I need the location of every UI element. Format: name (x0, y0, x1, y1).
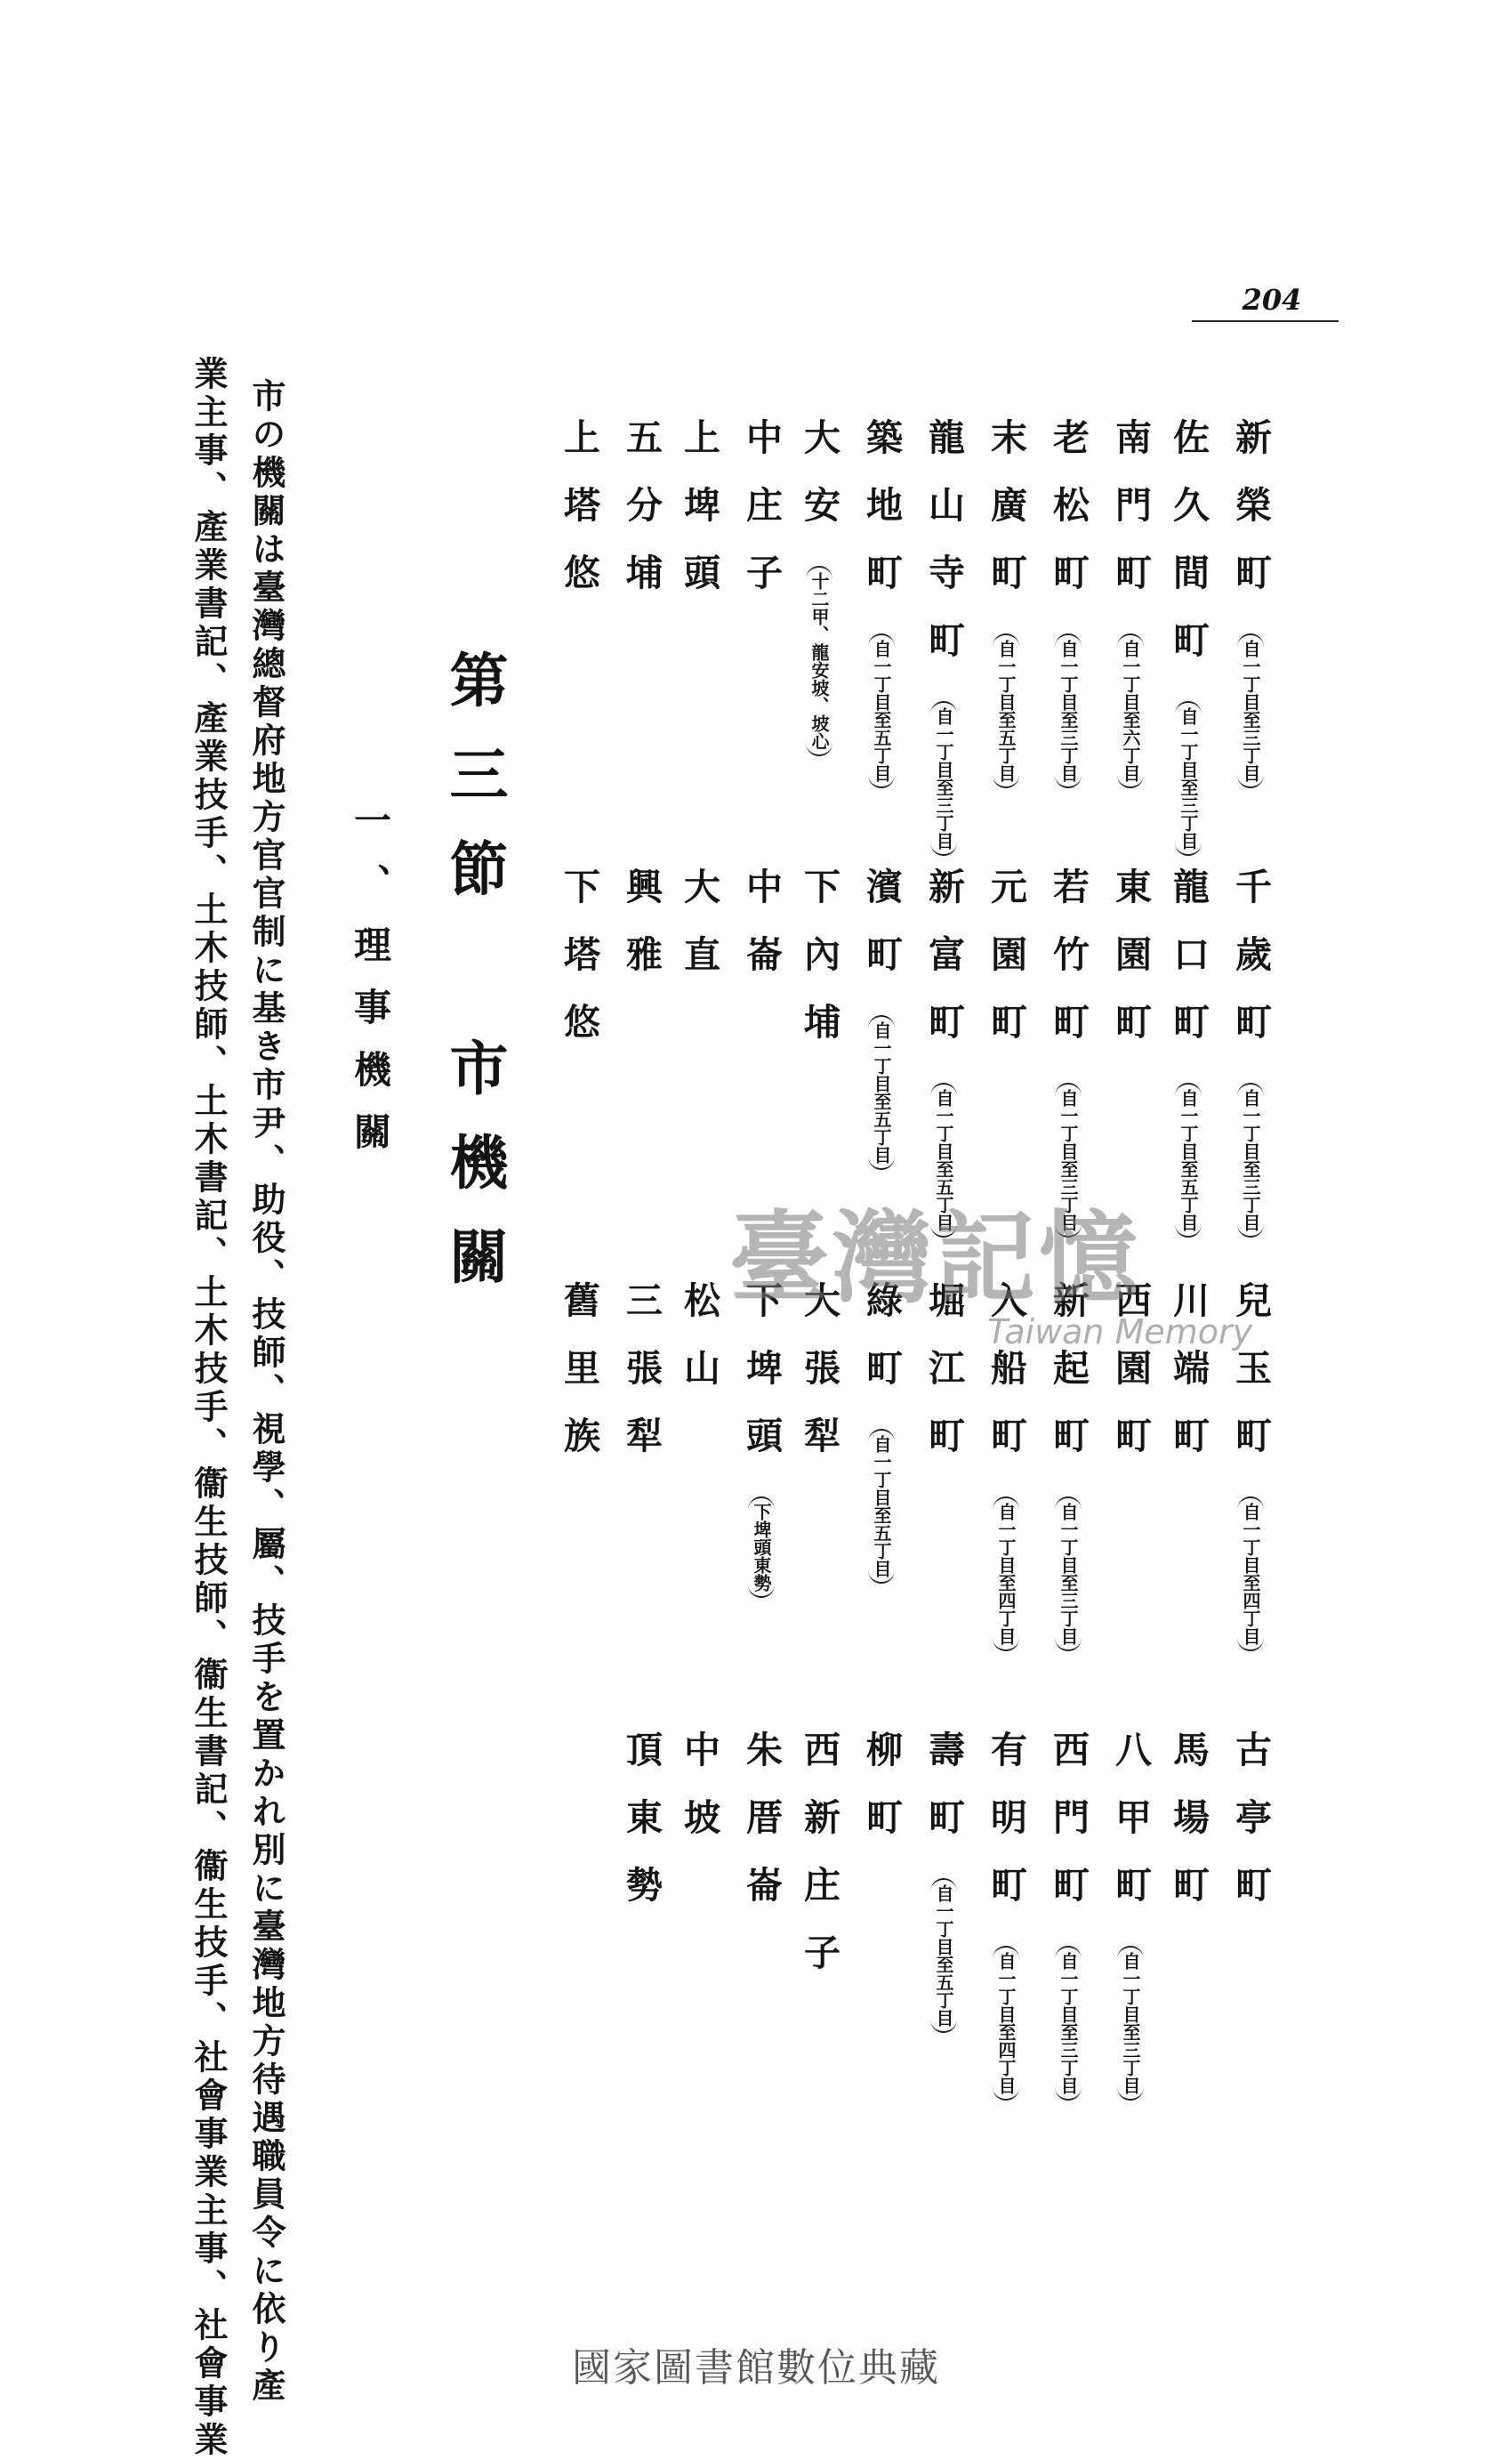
place-entry (1229, 418, 1272, 788)
place-name: 壽町 (922, 1730, 965, 1866)
place-name: 中庄子 (740, 418, 783, 621)
place-entry (678, 1281, 720, 1416)
place-name: 西門町 (1047, 1730, 1090, 1933)
place-entry (620, 1281, 663, 1484)
place-name: 下塔悠 (558, 867, 600, 1070)
place-range-note: 自一丁目至三丁目 (1175, 701, 1202, 856)
place-range-note: 自一丁目至三丁目 (1237, 633, 1264, 788)
place-name: 新起町 (1047, 1281, 1090, 1484)
place-entry (798, 1730, 840, 2001)
place-name: 舊里族 (558, 1281, 600, 1484)
place-entry (985, 1730, 1027, 2101)
place-entry (860, 418, 903, 788)
place-range-note: 自一丁目至四丁目 (993, 1946, 1019, 2101)
place-name: 大張犁 (798, 1281, 840, 1484)
place-entry (798, 418, 840, 756)
place-entry (558, 418, 600, 621)
place-entry (620, 1730, 663, 1933)
page-number: 204 (1242, 283, 1302, 317)
place-entry (860, 1730, 903, 1866)
place-name: 南門町 (1109, 418, 1152, 621)
place-entry (922, 418, 965, 856)
place-entry (1167, 418, 1210, 856)
place-entry (798, 867, 840, 1070)
place-entry (985, 418, 1027, 788)
place-name: 中崙 (740, 867, 783, 1003)
place-range-note: 自一丁目至五丁目 (993, 633, 1019, 788)
place-name: 有明町 (985, 1730, 1027, 1933)
place-name: 三張犁 (620, 1281, 663, 1484)
place-entry (922, 1730, 965, 2033)
place-entry (1229, 1730, 1272, 1933)
place-entry (1109, 867, 1152, 1070)
place-name: 濱町 (860, 867, 903, 1003)
place-name: 古亭町 (1229, 1730, 1272, 1933)
place-name: 佐久間町 (1167, 418, 1210, 689)
place-entry (740, 418, 783, 621)
place-entry (1047, 1730, 1090, 2101)
place-entry (860, 1281, 903, 1584)
subsection-title: 一、理事機關 (349, 801, 392, 1174)
place-entry (620, 418, 663, 621)
place-name: 入船町 (985, 1281, 1027, 1484)
place-name: 元園町 (985, 867, 1027, 1070)
place-name: 老松町 (1047, 418, 1090, 621)
place-name: 大直 (678, 867, 720, 1003)
place-range-note: 自一丁目至五丁目 (930, 1083, 957, 1238)
place-range-note: 自一丁目至五丁目 (1175, 1083, 1202, 1238)
place-entry (740, 1281, 783, 1598)
place-range-note: 自一丁目至三丁目 (1055, 1946, 1082, 2101)
place-entry (558, 1281, 600, 1484)
place-name: 馬場町 (1167, 1730, 1210, 1933)
place-range-note: 自一丁目至三丁目 (1055, 1083, 1082, 1238)
place-range-note: 自一丁目至三丁目 (1237, 1083, 1264, 1238)
place-name: 堀江町 (922, 1281, 965, 1484)
place-name: 兒玉町 (1229, 1281, 1272, 1484)
place-name: 上塔悠 (558, 418, 600, 621)
place-entry (860, 867, 903, 1170)
place-entry (985, 867, 1027, 1070)
section-title: 第三節 市機關 (439, 649, 509, 1320)
place-entry (558, 867, 600, 1070)
place-name: 龍口町 (1167, 867, 1210, 1070)
place-name: 末廣町 (985, 418, 1027, 621)
place-name: 新富町 (922, 867, 965, 1070)
place-entry (740, 1730, 783, 1933)
place-name: 中坡 (678, 1730, 720, 1866)
place-name: 西園町 (1109, 1281, 1152, 1484)
place-entry (740, 867, 783, 1003)
body-text-column-1: 市の機關は臺灣總督府地方官官制に基き市尹、助役、技師、視學、屬、技手を置かれ別に臺灣地方待遇職員令に依り產 (246, 378, 286, 2406)
place-range-note: 自一丁目至五丁目 (868, 1015, 895, 1170)
place-entry (1167, 1730, 1210, 1933)
place-name: 築地町 (860, 418, 903, 621)
place-entry (678, 418, 720, 621)
page-number-rule (1192, 320, 1339, 322)
footer-credit: 國家圖書館數位典藏 (572, 2345, 940, 2391)
place-range-note: 自一丁目至三丁目 (1055, 1496, 1082, 1651)
place-name: 下內埔 (798, 867, 840, 1070)
place-range-note: 自一丁目至五丁目 (930, 1878, 957, 2033)
place-name: 川端町 (1167, 1281, 1210, 1484)
place-entry (1109, 418, 1152, 788)
place-range-note: 下埤頭東勢 (748, 1496, 775, 1598)
place-range-note: 自一丁目至四丁目 (993, 1496, 1019, 1651)
place-name: 大安 (798, 418, 840, 553)
body-text-column-2: 業主事、產業書記、產業技手、土木技師、土木書記、土木技手、衞生技師、衞生書記、衞生技手、社會事業主事、社會事業 (189, 356, 229, 2460)
place-entry (1047, 418, 1090, 788)
place-name: 八甲町 (1109, 1730, 1152, 1933)
place-range-note: 自一丁目至三丁目 (930, 701, 957, 856)
place-range-note: 自一丁目至三丁目 (1055, 633, 1082, 788)
place-entry (1109, 1730, 1152, 2101)
place-name: 上埤頭 (678, 418, 720, 621)
place-name: 若竹町 (1047, 867, 1090, 1070)
place-name: 千歲町 (1229, 867, 1272, 1070)
place-name: 綠町 (860, 1281, 903, 1416)
place-name: 東園町 (1109, 867, 1152, 1070)
place-name: 五分埔 (620, 418, 663, 621)
place-name: 龍山寺町 (922, 418, 965, 689)
place-entry (1229, 867, 1272, 1238)
place-name: 朱厝崙 (740, 1730, 783, 1933)
place-range-note: 自一丁目至五丁目 (868, 633, 895, 788)
place-name: 西新庄子 (798, 1730, 840, 2001)
place-range-note: 自一丁目至五丁目 (868, 1429, 895, 1584)
place-name: 新榮町 (1229, 418, 1272, 621)
place-entry (620, 867, 663, 1003)
watermark-sub: Taiwan Memory (987, 1312, 1253, 1351)
place-name: 柳町 (860, 1730, 903, 1866)
place-name: 松山 (678, 1281, 720, 1416)
place-range-note: 十二甲、龍安坡、坡心 (806, 566, 832, 756)
place-range-note: 自一丁目至四丁目 (1237, 1496, 1264, 1651)
place-name: 頂東勢 (620, 1730, 663, 1933)
place-name: 下埤頭 (740, 1281, 783, 1484)
place-range-note: 自一丁目至六丁目 (1117, 633, 1144, 788)
watermark-main: 臺灣記憶 (729, 1200, 1142, 1317)
place-range-note: 自一丁目至三丁目 (1117, 1946, 1144, 2101)
place-entry (678, 1730, 720, 1866)
place-entry (678, 867, 720, 1003)
place-name: 興雅 (620, 867, 663, 1003)
place-entry (1167, 867, 1210, 1238)
